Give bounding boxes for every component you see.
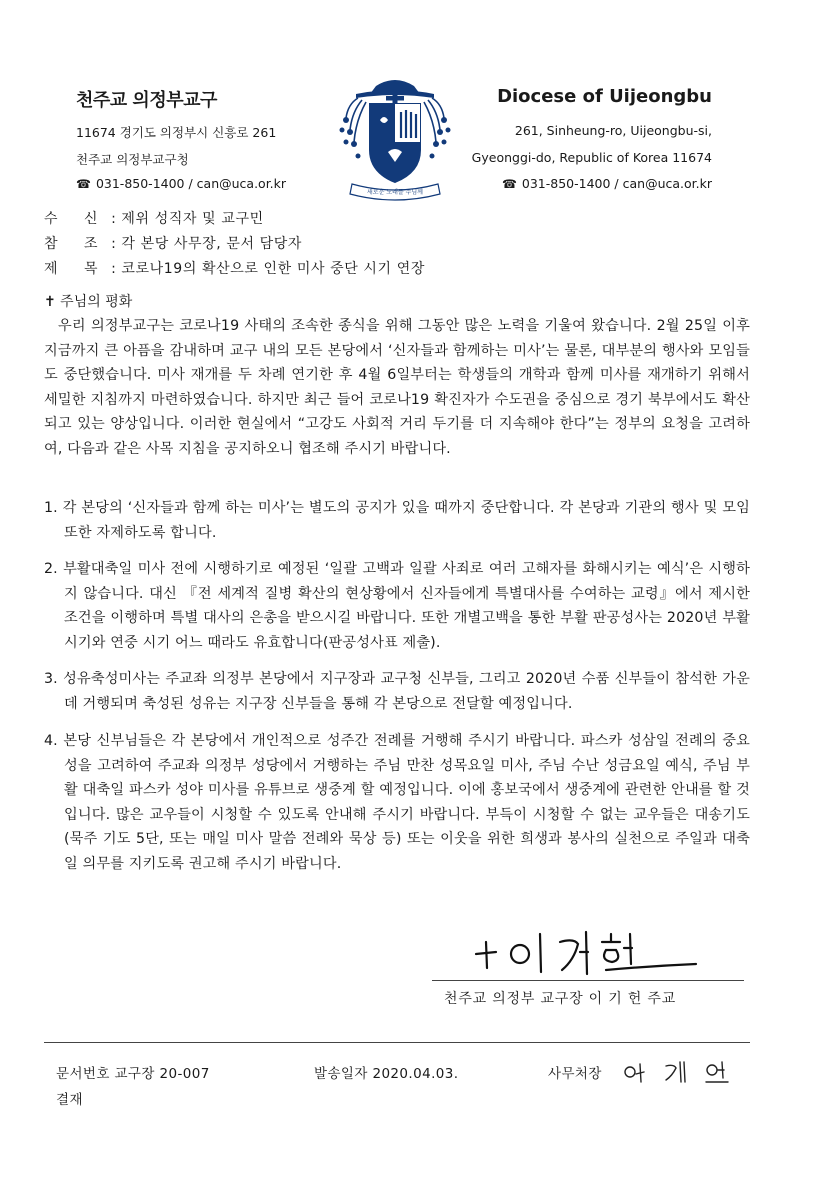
- document-number: 문서번호 교구장 20-007: [56, 1066, 210, 1082]
- diocese-coat-of-arms: [336, 72, 454, 202]
- list-item-1: 1. 각 본당의 ‘신자들과 함께 하는 미사’는 별도의 공지가 있을 때까지 중단합니다. 각 본당과 기관의 행사 및 모임 또한 자제하도록 합니다.: [44, 500, 750, 541]
- korean-address: 11674 경기도 의정부시 신흥로 261: [76, 125, 277, 140]
- english-contact-text: 031-850-1400 / can@uca.or.kr: [521, 176, 712, 191]
- reference-value: : 각 본당 사무장, 문서 담당자: [111, 236, 303, 252]
- subject-value: : 코로나19의 확산으로 인한 미사 중단 시기 연장: [111, 261, 425, 277]
- diocese-korean-title: 천주교 의정부교구: [76, 90, 217, 111]
- reference-label-b: 조: [84, 236, 99, 252]
- english-contact: [502, 176, 712, 191]
- intro-text: 우리 의정부교구는 코로나19 사태의 조속한 종식을 위해 그동안 많은 노력을 기울여 왔습니다. 2월 25일 이후 지금까지 큰 아픔을 감내하며 교구 내의 모든 본당에서 ‘신자들과 함께하는 미사’는 물론, 대부분의 행사와 모임들도 중단했습니다. 미사 재개를 두 차례 연기한 후 4월 6일부터는 학생들의 개학과 함께 미사를 재개하기 위해서 세밀한 지침까지 마련하였습니다. 하지만 최근 들어 코로나19 확진자가 수도권을 중심으로 경기 북부에서도 확산되고 있는 양상입니다. 이러한 현실에서 “고강도 사회적 거리 두기를 더 지속해야 한다”는 정부의 요청을 고려하여, 다음과 같은 사목 지침을 공지하오니 협조해 주시기 바랍니다.: [44, 318, 750, 457]
- english-address-line2: Gyeonggi-do, Republic of Korea 11674: [471, 150, 712, 165]
- korean-contact: [76, 176, 286, 191]
- korean-contact-text: 031-850-1400 / can@uca.or.kr: [95, 176, 287, 191]
- recipient-row: [44, 208, 264, 228]
- greeting: ✝ 주님의 평화: [44, 294, 133, 310]
- recipient-value: : 제위 성직자 및 교구민: [111, 211, 264, 227]
- intro-paragraph: [44, 314, 750, 461]
- seal-motto: 새로운 노래를 주님께: [367, 189, 423, 196]
- approval-label: 결재: [56, 1092, 83, 1108]
- send-date: 발송일자 2020.04.03.: [314, 1066, 459, 1082]
- chief-secretary-label: 사무처장: [548, 1066, 602, 1082]
- handwritten-signature: [470, 920, 700, 980]
- reference-row: [44, 233, 302, 253]
- footer-top-line: [44, 1042, 750, 1043]
- signer-name: 천주교 의정부 교구장 이 기 헌 주교: [444, 991, 677, 1007]
- signature-line: [432, 980, 744, 981]
- phone-icon: ☎: [76, 177, 91, 191]
- chief-secretary-signature: [620, 1058, 740, 1086]
- list-item-3: 3. 성유축성미사는 주교좌 의정부 본당에서 지구장과 교구청 신부들, 그리고 2020년 수품 신부들이 참석한 가운데 거행되며 축성된 성유는 지구장 신부들을 통해 각 본당으로 전달할 예정입니다.: [44, 671, 750, 712]
- english-address-line1: 261, Sinheung-ro, Uijeongbu-si,: [514, 123, 712, 138]
- korean-office-name: 천주교 의정부교구청: [76, 152, 189, 167]
- list-item-2: 2. 부활대축일 미사 전에 시행하기로 예정된 ‘일괄 고백과 일괄 사죄로 여러 고해자를 화해시키는 예식’은 시행하지 않습니다. 대신 『전 세계적 질병 확산의 현상황에서 신자들에게 특별대사를 수여하는 교령』에서 제시한 조건을 이행하며 특별 대사의 은총을 받으시길 바랍니다. 또한 개별고백을 통한 부활 판공성사는 2020년 부활 시기와 연중 시기 어느 때라도 유효합니다(판공성사표 제출).: [44, 561, 750, 651]
- diocese-english-title: Diocese of Uijeongbu: [497, 86, 712, 107]
- subject-row: [44, 258, 425, 278]
- recipient-label-a: 수: [44, 211, 59, 227]
- shield-icon: [370, 104, 420, 182]
- reference-label-a: 참: [44, 236, 59, 252]
- subject-label-a: 제: [44, 261, 59, 277]
- subject-label-b: 목: [84, 261, 99, 277]
- recipient-label-b: 신: [84, 211, 99, 227]
- list-item-4: 4. 본당 신부님들은 각 본당에서 개인적으로 성주간 전례를 거행해 주시기 바랍니다. 파스카 성삼일 전례의 중요성을 고려하여 주교좌 의정부 성당에서 거행하는 주님 만찬 성목요일 미사, 주님 수난 성금요일 예식, 주님 부활 대축일 파스카 성야 미사를 유튜브로 생중계 할 예정입니다. 이에 홍보국에서 생중계에 관련한 안내를 할 것입니다. 많은 교우들이 시청할 수 있도록 안내해 주시기 바랍니다. 부득이 시청할 수 없는 교우들은 대송기도(묵주 기도 5단, 또는 매일 미사 말씀 전례와 묵상 등) 또는 이웃을 위한 희생과 봉사의 실천으로 주일과 대축일 의무를 지키도록 권고해 주시기 바랍니다.: [44, 733, 750, 872]
- phone-icon: ☎: [501, 177, 517, 191]
